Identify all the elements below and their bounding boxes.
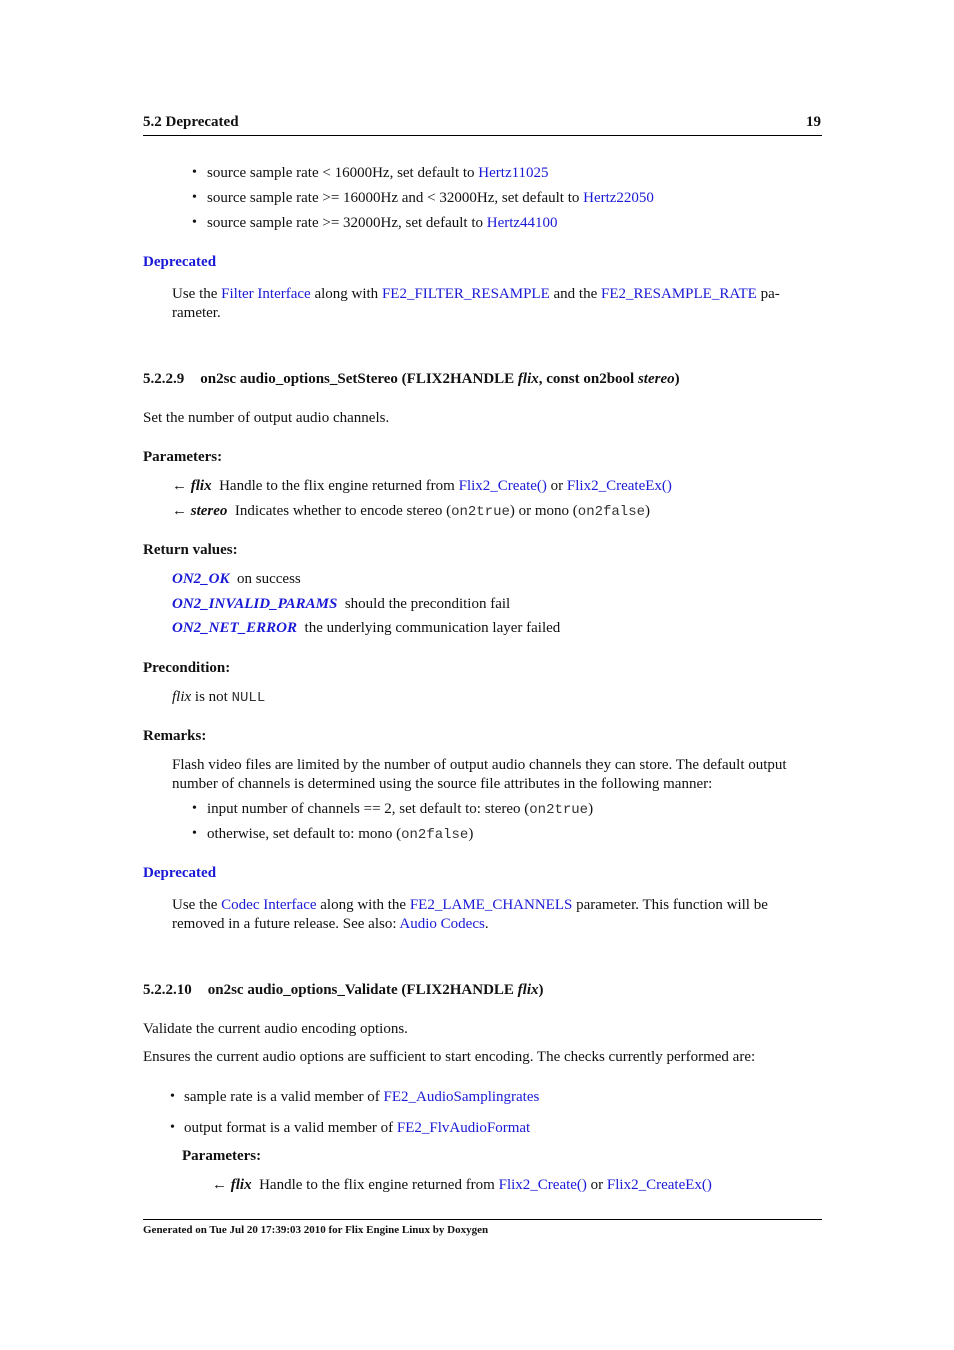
return-value-row: ON2_OK on success (172, 571, 301, 587)
footer-rule (143, 1219, 822, 1220)
link-flix2-create[interactable]: Flix2_Create() (458, 478, 547, 494)
param-flix: ← flix Handle to the flix engine returned from Flix2_Create() or Flix2_CreateEx() (172, 478, 672, 494)
precondition-heading: Precondition: (143, 660, 231, 676)
param-flix: ← flix Handle to the flix engine returned from Flix2_Create() or Flix2_CreateEx() (212, 1177, 712, 1193)
bullet-icon: • (170, 1120, 175, 1135)
deprecated-text-1-line1: Use the Filter Interface along with FE2_FILTER_RESAMPLE and the FE2_RESAMPLE_RATE pa- (172, 286, 780, 302)
link-filter-interface[interactable]: Filter Interface (221, 286, 311, 302)
bullet-icon: • (170, 1089, 175, 1104)
link-fe2-flvaudioformat[interactable]: FE2_FlvAudioFormat (396, 1120, 531, 1136)
function-brief: Set the number of output audio channels. (143, 410, 390, 426)
link-hertz44100[interactable]: Hertz44100 (486, 215, 558, 231)
link-fe2-filter-resample[interactable]: FE2_FILTER_RESAMPLE (381, 286, 550, 302)
deprecated-text-1-line2: rameter. (172, 305, 221, 321)
precondition-text: flix is not NULL (172, 689, 266, 706)
param-stereo: ← stereo Indicates whether to encode stereo (on2true) or mono (on2false) (172, 503, 651, 520)
bullet-icon: • (192, 826, 197, 841)
function-detail: Ensures the current audio options are sufficient to start encoding. The checks currently performed are: (143, 1049, 756, 1065)
remarks-line-1: Flash video files are limited by the number of output audio channels they can store. The default output (172, 757, 787, 773)
link-codec-interface[interactable]: Codec Interface (221, 897, 317, 913)
function-heading-setstereo: 5.2.2.9 on2sc audio_options_SetStereo (FLIX2HANDLE flix, const on2bool stereo) (143, 371, 680, 387)
remarks-line-2: number of channels is determined using the source file attributes in the following manner: (172, 776, 713, 792)
link-on2-ok[interactable]: ON2_OK (172, 571, 230, 587)
link-flix2-create[interactable]: Flix2_Create() (498, 1177, 587, 1193)
bullet-icon: • (192, 190, 197, 205)
remarks-heading: Remarks: (143, 728, 207, 744)
deprecated-link-1[interactable]: Deprecated (143, 254, 217, 270)
list-item: input number of channels == 2, set default to: stereo (on2true) (207, 801, 594, 818)
footer-text: Generated on Tue Jul 20 17:39:03 2010 for Flix Engine Linux by Doxygen (143, 1224, 489, 1236)
link-audio-codecs[interactable]: Audio Codecs (399, 916, 485, 932)
deprecated-text-2-line1: Use the Codec Interface along with the FE2_LAME_CHANNELS parameter. This function will be (172, 897, 768, 913)
return-value-row: ON2_INVALID_PARAMS should the precondition fail (172, 596, 511, 612)
link-fe2-audiosamplingrates[interactable]: FE2_AudioSamplingrates (383, 1089, 540, 1105)
link-fe2-resample-rate[interactable]: FE2_RESAMPLE_RATE (600, 286, 757, 302)
header-rule (143, 135, 822, 136)
link-hertz22050[interactable]: Hertz22050 (583, 190, 654, 206)
list-item: source sample rate >= 32000Hz, set default to Hertz44100 (207, 215, 558, 231)
deprecated-text-2-line2: removed in a future release. See also: Audio Codecs. (172, 916, 489, 932)
list-item: sample rate is a valid member of FE2_AudioSamplingrates (184, 1089, 540, 1105)
list-item: otherwise, set default to: mono (on2false) (207, 826, 474, 843)
list-item: source sample rate >= 16000Hz and < 32000Hz, set default to Hertz22050 (207, 190, 654, 206)
link-fe2-lame-channels[interactable]: FE2_LAME_CHANNELS (409, 897, 573, 913)
bullet-icon: • (192, 215, 197, 230)
parameters-heading: Parameters: (143, 449, 223, 465)
return-values-heading: Return values: (143, 542, 238, 558)
bullet-icon: • (192, 165, 197, 180)
bullet-icon: • (192, 801, 197, 816)
link-hertz11025[interactable]: Hertz11025 (478, 165, 549, 181)
link-on2-net-error[interactable]: ON2_NET_ERROR (172, 620, 298, 636)
deprecated-link-2[interactable]: Deprecated (143, 865, 217, 881)
function-brief: Validate the current audio encoding options. (143, 1021, 408, 1037)
list-item: output format is a valid member of FE2_FlvAudioFormat (184, 1120, 531, 1136)
link-flix2-createex[interactable]: Flix2_CreateEx() (606, 1177, 712, 1193)
link-flix2-createex[interactable]: Flix2_CreateEx() (566, 478, 672, 494)
link-on2-invalid-params[interactable]: ON2_INVALID_PARAMS (172, 596, 338, 612)
function-heading-validate: 5.2.2.10 on2sc audio_options_Validate (FLIX2HANDLE flix) (143, 982, 544, 998)
page-number: 19 (806, 114, 821, 130)
parameters-heading: Parameters: (182, 1148, 262, 1164)
left-arrow-icon: ← (172, 503, 187, 519)
running-header-section: 5.2 Deprecated (143, 114, 239, 130)
left-arrow-icon: ← (172, 478, 187, 494)
return-value-row: ON2_NET_ERROR the underlying communication layer failed (172, 620, 561, 636)
left-arrow-icon: ← (212, 1177, 227, 1193)
list-item: source sample rate < 16000Hz, set default to Hertz11025 (207, 165, 549, 181)
